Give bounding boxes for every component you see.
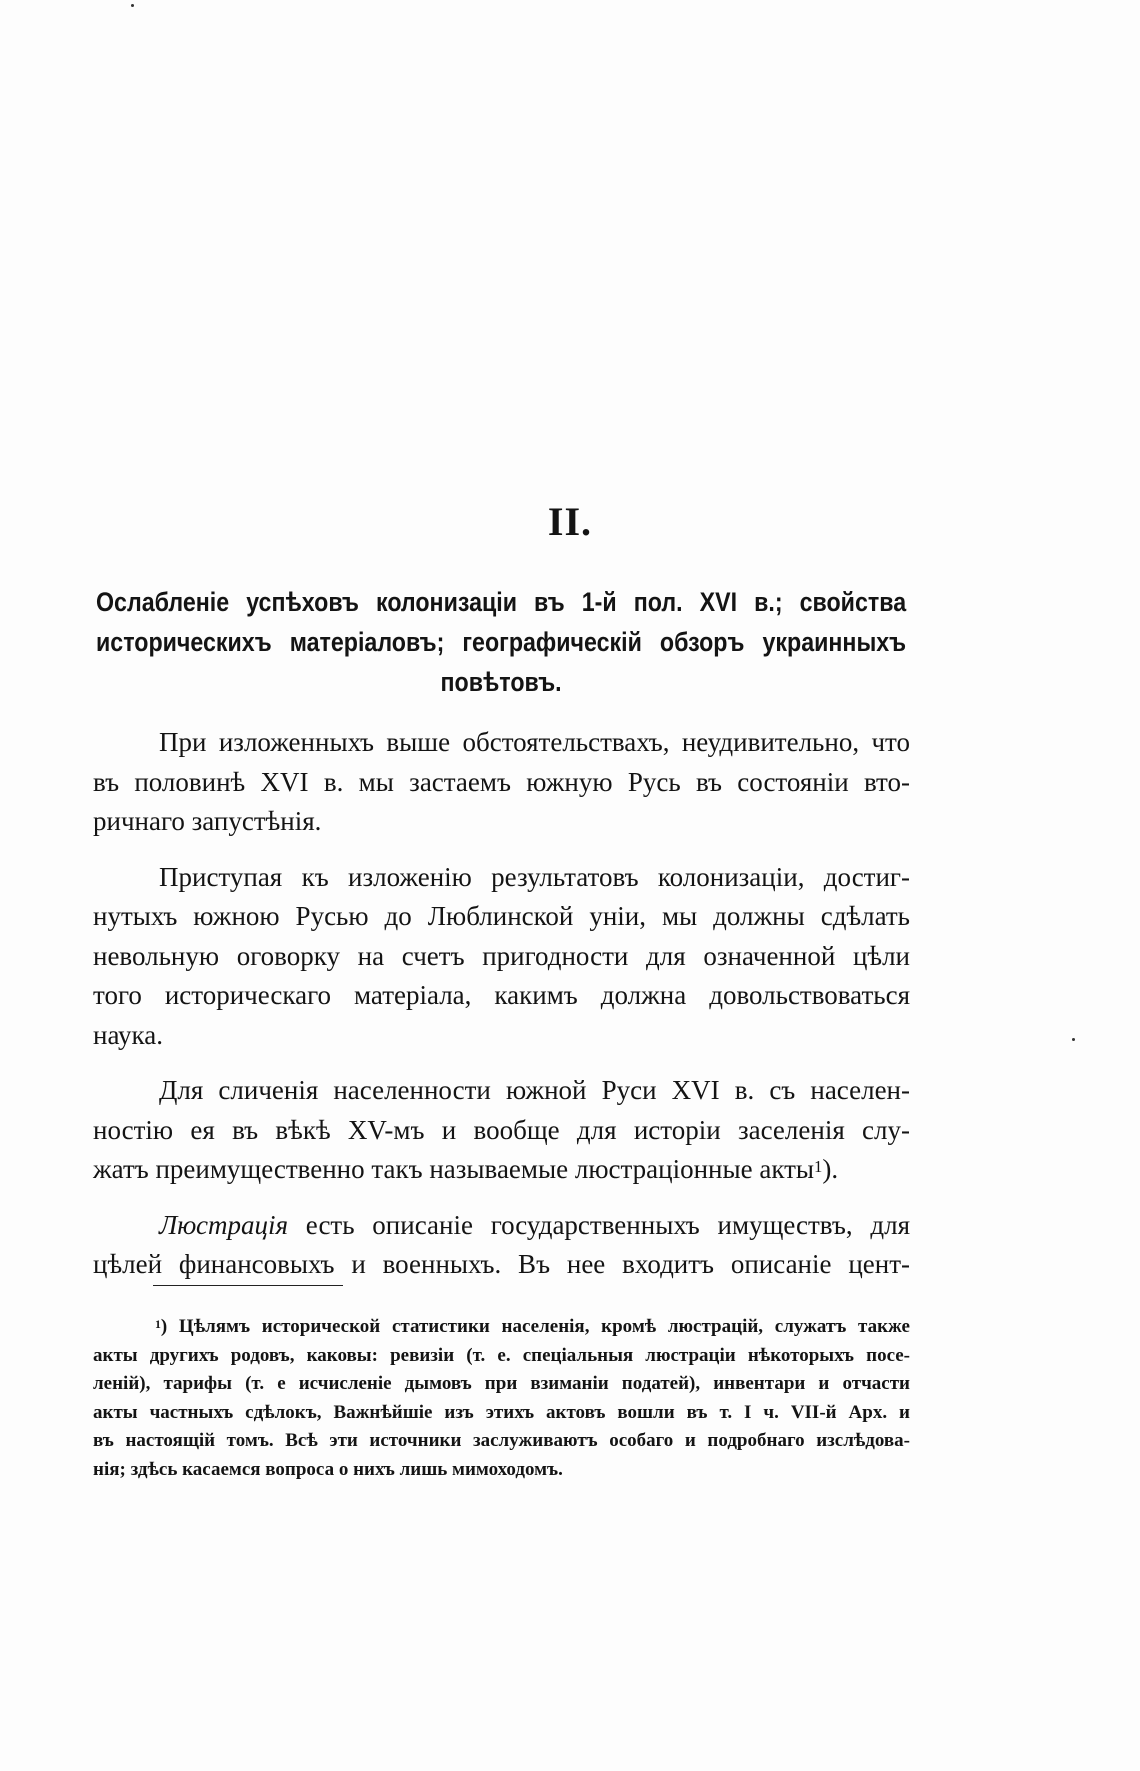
chapter-number: II. [547,499,593,544]
paragraph-4 [93,1206,910,1285]
footnote-line: нія; здѣсь касаемся вопроса о нихъ лишь мимоходомъ. [93,1458,563,1480]
scan-speck [1072,1038,1075,1041]
paragraph-1 [93,723,910,842]
text-line: цѣлей финансовыхъ и военныхъ. Въ нее входитъ описаніе цент- [93,1249,910,1279]
chapter-title-line: повѣтовъ. [440,667,562,697]
text-line: наука. [93,1019,164,1050]
body-text [93,723,910,1301]
footnote-line: акты другихъ родовъ, каковы: ревизіи (т. е. спеціальныя люстраціи нѣкоторыхъ посе- [93,1344,910,1366]
text-line: Приступая къ изложенію результатовъ колонизаціи, достиг- [159,861,910,892]
footnote-text: Цѣлямъ исторической статистики населенія, кромѣ люстрацій, служатъ также [167,1316,910,1337]
footnote-reference[interactable]: 1 [814,1157,823,1177]
paragraph-3 [93,1071,910,1190]
footnote-line: въ настоящій томъ. Всѣ эти источники заслуживаютъ особаго и подробнаго изслѣдова- [93,1430,910,1451]
footnote-mark-close: ) [160,1316,168,1337]
paragraph-2 [93,858,910,1056]
chapter-title-line: Ослабленіе успѣховъ колонизаціи въ 1-й пол. XVI в.; свойства [96,587,907,617]
footnote-line [93,1313,910,1342]
footnote-separator [153,1285,343,1286]
text-line: того историческаго матеріала, какимъ должна довольствоваться [93,980,910,1010]
text-line: При изложенныхъ выше обстоятельствахъ, неудивительно, что [159,727,910,757]
text-line: нутыхъ южною Русью до Люблинской уніи, мы должны сдѣлать [93,901,910,931]
footnote-line: леній), тарифы (т. е исчисленіе дымовъ при взиманіи податей), инвентари и отчасти [93,1373,910,1394]
text-line: ностію ея въ вѣкѣ XV-мъ и вообще для исторіи заселенія слу- [93,1114,910,1145]
footnote [93,1313,910,1484]
chapter-title [96,582,906,702]
footnote-line: акты частныхъ сдѣлокъ, Важнѣйшіе изъ этихъ актовъ вошли въ т. I ч. VII-й Арх. и [93,1401,910,1423]
text-line-content: есть описаніе государственныхъ имуществъ, для [288,1209,910,1240]
text-line: Для сличенія населенности южной Руси XVI в. съ населен- [159,1075,910,1105]
italic-term: Люстрація [159,1209,289,1240]
text-line [93,1150,910,1190]
scan-speck [131,4,134,7]
text-line [93,1206,910,1246]
text-line: ричнаго запустѣнія. [93,806,322,836]
chapter-title-line: историческихъ матеріаловъ; географическій обзоръ украинныхъ [96,627,907,657]
text-line: невольную оговорку на счетъ пригодности для означенной цѣли [93,940,910,971]
footnote-mark: 1 [155,1317,161,1331]
text-line-end: ). [822,1154,839,1184]
text-line-content: жатъ преимущественно такъ называемые люстраціонные акты [93,1154,815,1184]
text-line: въ половинѣ XVI в. мы застаемъ южную Русь въ состояніи вто- [93,766,910,797]
